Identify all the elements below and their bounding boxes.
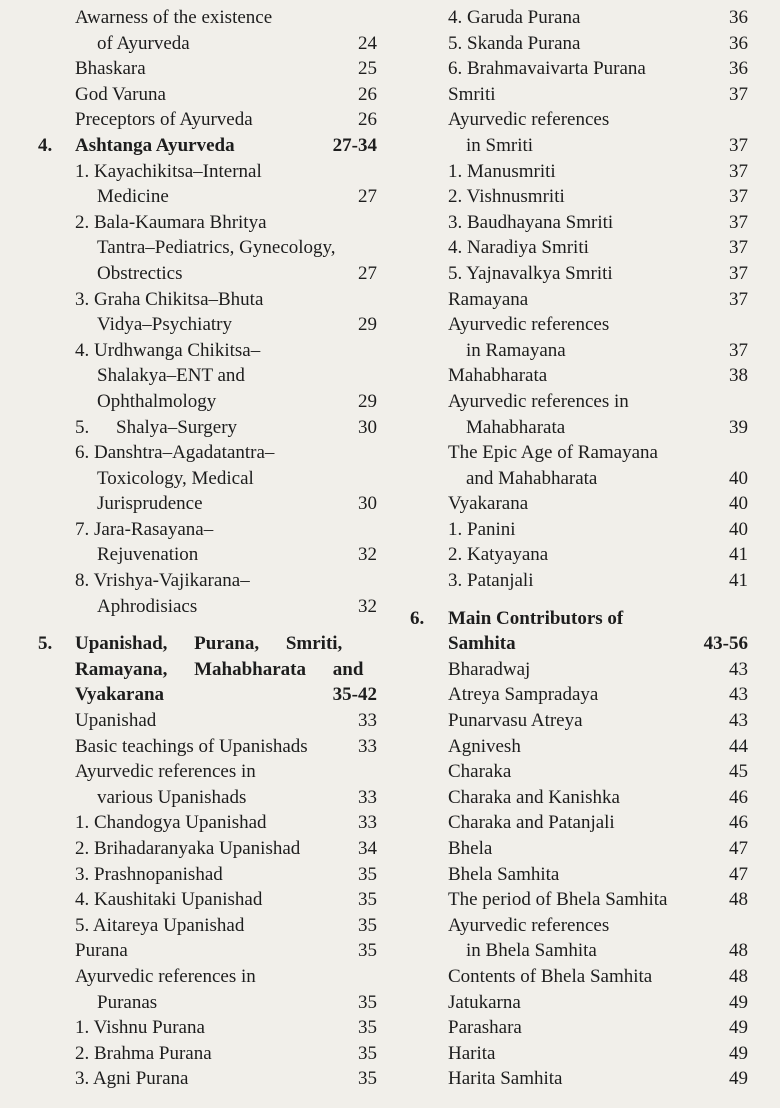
page-number: 37 — [729, 339, 748, 361]
entry-title: Harita — [448, 1042, 496, 1064]
entry-title: Ramayana — [448, 288, 529, 310]
toc-entry[interactable] — [0, 568, 395, 594]
toc-section-heading[interactable] — [0, 133, 395, 159]
toc-entry[interactable] — [0, 785, 395, 811]
toc-entry[interactable] — [0, 491, 395, 517]
entry-title: 3. Agni Purana — [75, 1068, 189, 1090]
page-number: 49 — [729, 991, 748, 1013]
entry-title: various Upanishads — [97, 786, 247, 808]
page-number: 49 — [729, 1042, 748, 1064]
toc-entry[interactable] — [405, 312, 780, 338]
page-number: 47 — [729, 863, 748, 885]
toc-entry[interactable] — [405, 363, 780, 389]
page-number: 33 — [358, 710, 377, 732]
page-number: 49 — [729, 1068, 748, 1090]
toc-entry[interactable] — [405, 836, 780, 862]
page-number: 39 — [729, 416, 748, 438]
toc-entry[interactable] — [405, 1066, 780, 1092]
page-number: 35 — [358, 863, 377, 885]
entry-title: 1. Panini — [448, 518, 516, 540]
entry-title: in Smriti — [466, 134, 534, 156]
entry-title: Ayurvedic references — [448, 314, 610, 336]
entry-title: Jatukarna — [448, 991, 521, 1013]
page-number: 35 — [358, 914, 377, 936]
page-number: 30 — [358, 493, 377, 515]
page-number: 43 — [729, 684, 748, 706]
entry-title: 3. Patanjali — [448, 570, 534, 592]
toc-entry[interactable] — [405, 107, 780, 133]
toc-entry[interactable] — [405, 31, 780, 57]
toc-entry[interactable] — [0, 31, 395, 57]
toc-entry[interactable] — [405, 159, 780, 185]
page-number: 44 — [729, 735, 748, 757]
toc-entry[interactable] — [0, 542, 395, 568]
toc-entry[interactable] — [0, 887, 395, 913]
toc-entry[interactable] — [0, 56, 395, 82]
toc-entry[interactable] — [0, 594, 395, 620]
entry-title: Vyakarana — [448, 493, 529, 515]
entry-title: 6. Brahmavaivarta Purana — [448, 58, 646, 80]
entry-title: 5. Aitareya Upanishad — [75, 914, 245, 936]
toc-entry[interactable] — [0, 517, 395, 543]
toc-entry[interactable] — [0, 159, 395, 185]
section-number: 4. — [38, 134, 53, 156]
entry-title: Bhela Samhita — [448, 863, 560, 885]
page-number: 49 — [729, 1017, 748, 1039]
toc-entry[interactable] — [405, 1015, 780, 1041]
page-number: 36 — [729, 58, 748, 80]
entry-title: Charaka and Kanishka — [448, 786, 620, 808]
entry-title: Ayurvedic references in — [75, 761, 256, 783]
page-number: 40 — [729, 493, 748, 515]
entry-title: and Mahabharata — [466, 467, 598, 489]
entry-title: Rejuvenation — [97, 544, 199, 566]
page-number: 37 — [729, 262, 748, 284]
section-title: Samhita — [448, 633, 516, 655]
page-number: 35 — [358, 889, 377, 911]
toc-entry[interactable] — [405, 785, 780, 811]
entry-title: Preceptors of Ayurveda — [75, 109, 253, 131]
toc-entry[interactable] — [405, 682, 780, 708]
entry-title: 3. Baudhayana Smriti — [448, 211, 614, 233]
toc-entry[interactable] — [0, 210, 395, 236]
entry-title: 7. Jara-Rasayana– — [75, 518, 214, 540]
toc-entry[interactable] — [0, 82, 395, 108]
entry-title: Bhela — [448, 838, 493, 859]
toc-entry[interactable] — [405, 913, 780, 939]
page-number: 41 — [729, 544, 748, 566]
toc-entry[interactable] — [405, 862, 780, 888]
entry-title: Jurisprudence — [97, 493, 203, 515]
toc-entry[interactable] — [0, 466, 395, 492]
page-number: 40 — [729, 467, 748, 489]
entry-title: God Varuna — [75, 83, 166, 105]
entry-title: 2. Vishnusmriti — [448, 186, 565, 208]
section-spacer — [405, 594, 780, 606]
entry-title: 2. Bala-Kaumara Bhritya — [75, 211, 267, 233]
toc-entry[interactable] — [405, 235, 780, 261]
toc-entry[interactable] — [0, 734, 395, 760]
toc-entry[interactable] — [0, 363, 395, 389]
toc-entry[interactable] — [405, 708, 780, 734]
entry-title: Harita Samhita — [448, 1068, 563, 1090]
page-number: 43-56 — [703, 633, 748, 655]
page-number: 32 — [358, 595, 377, 617]
entry-title: 1. Manusmriti — [448, 160, 556, 182]
entry-title: Tantra–Pediatrics, Gynecology, — [97, 237, 336, 259]
toc-entry[interactable] — [405, 938, 780, 964]
entry-title: 4. Naradiya Smriti — [448, 237, 589, 259]
toc-entry[interactable] — [0, 1066, 395, 1092]
toc-entry[interactable] — [405, 568, 780, 594]
entry-title: Purana — [75, 940, 128, 962]
entry-title: Vidya–Psychiatry — [97, 314, 233, 336]
entry-title: Upanishad — [75, 710, 157, 732]
entry-title: 8. Vrishya-Vajikarana– — [75, 570, 250, 592]
page-number: 35 — [358, 1068, 377, 1090]
entry-title: Contents of Bhela Samhita — [448, 965, 653, 987]
entry-title: 4. Garuda Purana — [448, 7, 581, 28]
entry-title: Ayurvedic references — [448, 109, 610, 131]
toc-right-column — [405, 0, 780, 1092]
entry-title: 3. Prashnopanishad — [75, 863, 223, 885]
entry-title: 1. Kayachikitsa–Internal — [75, 160, 262, 182]
toc-entry[interactable] — [0, 810, 395, 836]
section-title: Main Contributors of — [448, 607, 624, 629]
entry-title: 6. Danshtra–Agadatantra– — [75, 442, 275, 464]
toc-entry[interactable] — [0, 1015, 395, 1041]
entry-title: Ophthalmology — [97, 390, 217, 412]
toc-entry[interactable] — [405, 440, 780, 466]
page-number: 27 — [358, 262, 377, 284]
toc-entry[interactable] — [0, 261, 395, 287]
page-number: 37 — [729, 288, 748, 310]
page-number: 37 — [729, 211, 748, 233]
section-number: 6. — [410, 607, 425, 629]
toc-section-heading[interactable] — [405, 631, 780, 657]
toc-entry[interactable] — [0, 990, 395, 1016]
section-title: Ramayana, Mahabharata and — [75, 658, 364, 680]
toc-section-heading[interactable] — [405, 606, 780, 632]
toc-left-column — [0, 0, 395, 1092]
entry-title: 3. Graha Chikitsa–Bhuta — [75, 288, 264, 310]
toc-entry[interactable] — [405, 415, 780, 441]
toc-entry[interactable] — [405, 1041, 780, 1067]
page-number: 35 — [358, 1042, 377, 1064]
entry-title: Bhaskara — [75, 58, 146, 80]
toc-entry[interactable] — [0, 415, 395, 441]
toc-entry[interactable] — [405, 5, 780, 31]
toc-entry[interactable] — [0, 312, 395, 338]
section-spacer — [0, 619, 395, 631]
entry-title: 2. Katyayana — [448, 544, 549, 566]
entry-title: 2. Brihadaranyaka Upanishad — [75, 838, 301, 859]
entry-title: Mahabharata — [448, 365, 548, 387]
entry-title: The Epic Age of Ramayana — [448, 442, 658, 464]
entry-title: Smriti — [448, 83, 496, 105]
toc-entry[interactable] — [405, 82, 780, 108]
section-number: 5. — [38, 633, 53, 655]
entry-title: Ayurvedic references in — [448, 390, 629, 412]
entry-title: Ayurvedic references in — [75, 965, 256, 987]
page-number: 27-34 — [332, 134, 377, 156]
entry-title: in Ramayana — [466, 339, 566, 361]
entry-title: Charaka — [448, 761, 512, 783]
page-number: 40 — [729, 518, 748, 540]
entry-title: of Ayurveda — [97, 32, 190, 54]
page-number: 26 — [358, 109, 377, 131]
toc-entry[interactable] — [0, 964, 395, 990]
toc-entry[interactable] — [0, 5, 395, 31]
toc-entry[interactable] — [405, 389, 780, 415]
entry-title: Shalakya–ENT and — [97, 365, 245, 387]
entry-title: Mahabharata — [466, 416, 566, 438]
page-number: 29 — [358, 314, 377, 336]
toc-entry[interactable] — [405, 466, 780, 492]
toc-entry[interactable] — [405, 542, 780, 568]
toc-entry[interactable] — [405, 990, 780, 1016]
page-number: 25 — [358, 58, 377, 80]
page-number: 47 — [729, 838, 748, 859]
toc-entry[interactable] — [405, 261, 780, 287]
toc-entry[interactable] — [0, 389, 395, 415]
toc-entry[interactable] — [405, 887, 780, 913]
toc-entry[interactable] — [0, 184, 395, 210]
toc-entry[interactable] — [405, 657, 780, 683]
toc-entry[interactable] — [0, 913, 395, 939]
toc-entry[interactable] — [405, 287, 780, 313]
page-number: 43 — [729, 658, 748, 680]
page-number: 37 — [729, 83, 748, 105]
entry-title: 5. Skanda Purana — [448, 32, 581, 54]
entry-title: 5. Yajnavalkya Smriti — [448, 262, 613, 284]
toc-entry[interactable] — [0, 836, 395, 862]
page-number: 37 — [729, 237, 748, 259]
page-number: 30 — [358, 416, 377, 438]
page-number: 48 — [729, 889, 748, 911]
page-number: 35-42 — [332, 684, 377, 706]
page-number: 33 — [358, 735, 377, 757]
page-number: 38 — [729, 365, 748, 387]
entry-title: Puranas — [97, 991, 158, 1013]
page-number: 33 — [358, 812, 377, 834]
entry-title: in Bhela Samhita — [466, 940, 597, 962]
page-number: 26 — [358, 83, 377, 105]
entry-title: 1. Chandogya Upanishad — [75, 812, 267, 834]
section-title: Ashtanga Ayurveda — [75, 134, 235, 156]
entry-title: 4. Kaushitaki Upanishad — [75, 889, 263, 911]
toc-entry[interactable] — [405, 210, 780, 236]
entry-title: Ayurvedic references — [448, 914, 610, 936]
page-number: 48 — [729, 965, 748, 987]
page-number: 32 — [358, 544, 377, 566]
page-number: 41 — [729, 570, 748, 592]
toc-section-heading[interactable] — [0, 682, 395, 708]
entry-title: Awarness of the existence — [75, 7, 273, 28]
entry-title: Toxicology, Medical — [97, 467, 254, 489]
page-number: 48 — [729, 940, 748, 962]
toc-entry[interactable] — [0, 759, 395, 785]
entry-title: Aphrodisiacs — [97, 595, 198, 617]
page-number: 37 — [729, 160, 748, 182]
page-number: 46 — [729, 786, 748, 808]
toc-entry[interactable] — [0, 338, 395, 364]
entry-title: Obstrectics — [97, 262, 183, 284]
toc-section-heading[interactable] — [0, 631, 395, 657]
toc-entry[interactable] — [0, 938, 395, 964]
page-number: 46 — [729, 812, 748, 834]
section-title: Upanishad, Purana, Smriti, — [75, 633, 343, 655]
toc-entry[interactable] — [405, 184, 780, 210]
page-number: 29 — [358, 390, 377, 412]
toc-entry[interactable] — [405, 810, 780, 836]
entry-title: Punarvasu Atreya — [448, 710, 583, 732]
toc-entry[interactable] — [405, 133, 780, 159]
toc-entry[interactable] — [0, 107, 395, 133]
toc-entry[interactable] — [0, 235, 395, 261]
page-number: 43 — [729, 710, 748, 732]
entry-title: 5. Shalya–Surgery — [75, 416, 238, 438]
toc-entry[interactable] — [405, 759, 780, 785]
toc-entry[interactable] — [405, 491, 780, 517]
entry-title: Agnivesh — [448, 735, 521, 757]
entry-title: The period of Bhela Samhita — [448, 889, 668, 911]
entry-title: 1. Vishnu Purana — [75, 1017, 205, 1039]
toc-entry[interactable] — [0, 708, 395, 734]
page-number: 33 — [358, 786, 377, 808]
page-number: 36 — [729, 32, 748, 54]
toc-section-heading[interactable] — [0, 657, 395, 683]
page-number: 27 — [358, 186, 377, 208]
entry-title: Parashara — [448, 1017, 522, 1039]
toc-entry[interactable] — [405, 964, 780, 990]
page-number: 35 — [358, 991, 377, 1013]
entry-title: 4. Urdhwanga Chikitsa– — [75, 339, 261, 361]
toc-entry[interactable] — [405, 517, 780, 543]
page-number: 37 — [729, 134, 748, 156]
page-number: 36 — [729, 7, 748, 28]
page-number: 37 — [729, 186, 748, 208]
toc-entry[interactable] — [0, 862, 395, 888]
toc-entry[interactable] — [405, 56, 780, 82]
page-number: 35 — [358, 940, 377, 962]
toc-entry[interactable] — [0, 287, 395, 313]
page-number: 45 — [729, 761, 748, 783]
entry-title: Medicine — [97, 186, 169, 208]
toc-entry[interactable] — [405, 734, 780, 760]
page-number: 35 — [358, 1017, 377, 1039]
entry-title: Bharadwaj — [448, 658, 531, 680]
toc-entry[interactable] — [0, 440, 395, 466]
section-title: Vyakarana — [75, 684, 165, 706]
toc-entry[interactable] — [405, 338, 780, 364]
entry-title: Atreya Sampradaya — [448, 684, 599, 706]
entry-title: 2. Brahma Purana — [75, 1042, 212, 1064]
page-number: 34 — [358, 838, 377, 859]
toc-entry[interactable] — [0, 1041, 395, 1067]
entry-title: Charaka and Patanjali — [448, 812, 615, 834]
entry-title: Basic teachings of Upanishads — [75, 735, 308, 757]
page-number: 24 — [358, 32, 377, 54]
